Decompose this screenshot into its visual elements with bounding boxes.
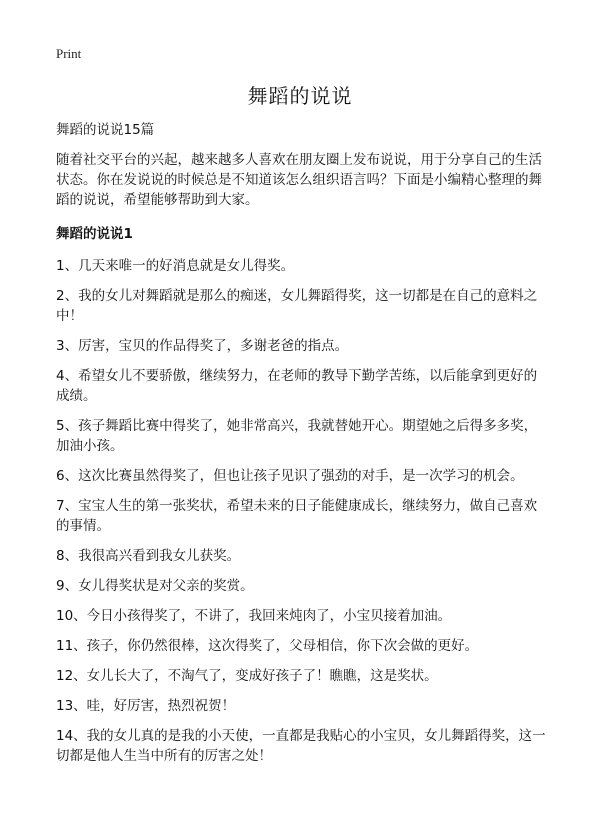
list-item: 5、孩子舞蹈比赛中得奖了，她非常高兴，我就替她开心。期望她之后得多多奖，加油小孩。 bbox=[56, 418, 538, 454]
list-item: 2、我的女儿对舞蹈就是那么的痴迷，女儿舞蹈得奖，这一切都是在自己的意料之中！ bbox=[56, 288, 538, 324]
list-item: 3、厉害，宝贝的作品得奖了，多谢老爸的指点。 bbox=[56, 338, 349, 354]
list-item: 1、几天来唯一的好消息就是女儿得奖。 bbox=[56, 258, 295, 274]
article-body bbox=[56, 120, 548, 776]
intro-paragraph: 随着社交平台的兴起，越来越多人喜欢在朋友圈上发布说说，用于分享自己的生活状态。你在发说说的时候总是不知道该怎么组织语言吗？下面是小编精心整理的舞蹈的说说，希望能够帮助到大家。 bbox=[56, 152, 542, 208]
list-item: 12、女儿长大了，不淘气了，变成好孩子了！瞧瞧，这是奖状。 bbox=[56, 668, 438, 684]
list-item: 4、希望女儿不要骄傲，继续努力，在老师的教导下勤学苦练，以后能拿到更好的成绩。 bbox=[56, 368, 538, 404]
list-item: 14、我的女儿真的是我的小天使，一直都是我贴心的小宝贝，女儿舞蹈得奖，这一切都是他人生当中所有的厉害之处！ bbox=[56, 728, 546, 764]
section-heading: 舞蹈的说说1 bbox=[56, 226, 133, 242]
article-subtitle: 舞蹈的说说15篇 bbox=[56, 122, 155, 138]
list-item: 7、宝宝人生的第一张奖状，希望未来的日子能健康成长，继续努力，做自己喜欢的事情。 bbox=[56, 498, 538, 534]
list-item: 9、女儿得奖状是对父亲的奖赏。 bbox=[56, 578, 254, 594]
list-item: 11、孩子，你仍然很棒，这次得奖了，父母相信，你下次会做的更好。 bbox=[56, 638, 479, 654]
list-item: 13、哇，好厉害，热烈祝贺！ bbox=[56, 698, 236, 714]
list-item: 6、这次比赛虽然得奖了，但也让孩子见识了强劲的对手，是一次学习的机会。 bbox=[56, 468, 524, 484]
list-item: 10、今日小孩得奖了，不讲了，我回来炖肉了，小宝贝接着加油。 bbox=[56, 608, 452, 624]
page-title: 舞蹈的说说 bbox=[247, 84, 353, 108]
print-link[interactable]: Print bbox=[56, 46, 82, 61]
list-item: 8、我很高兴看到我女儿获奖。 bbox=[56, 548, 241, 564]
